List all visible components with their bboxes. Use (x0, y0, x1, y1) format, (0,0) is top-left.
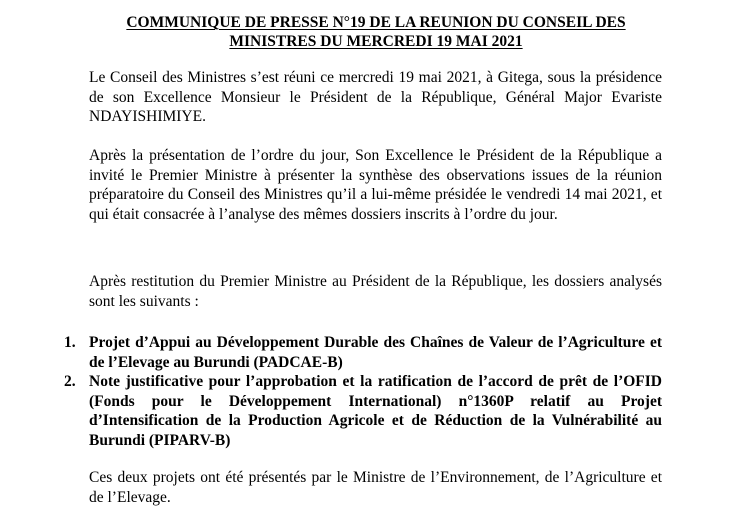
list-item-text: Note justificative pour l’approbation et la ratification de l’accord de prêt de l’OFID (Fonds pour le Développement International) n°1360P relatif au Projet d’Intensification de la Production Agricole et de Réduction de la Vulnérabilité au Burundi (PIPARV-B) (89, 373, 662, 449)
document-title: COMMUNIQUE DE PRESSE N°19 DE LA REUNION DU CONSEIL DES MINISTRES DU MERCREDI 19 MAI 2021 (126, 14, 626, 50)
paragraph-council-meeting: Le Conseil des Ministres s’est réuni ce mercredi 19 mai 2021, à Gitega, sous la présidence de son Excellence Monsieur le Président de la République, Général Major Evariste NDAYISHIMIYE. (89, 69, 662, 126)
list-item (55, 372, 662, 450)
list-item (55, 333, 662, 372)
paragraph-agenda-presentation: Après la présentation de l’ordre du jour, Son Excellence le Président de la République a invité le Premier Ministre à présenter la synthèse des observations issues de la réunion préparatoire du Conseil des Ministres qu’il a lui-même présidée le vendredi 14 mai 2021, et qui était consacrée à l’analyse des mêmes dossiers inscrits à l’ordre du jour. (89, 147, 662, 223)
paragraph-projects-presented: Ces deux projets ont été présentés par le Ministre de l’Environnement, de l’Agriculture et de l’Elevage. (89, 469, 662, 506)
paragraph-files-analyzed: Après restitution du Premier Ministre au Président de la République, les dossiers analysés sont les suivants : (89, 273, 662, 310)
list-item-text: Projet d’Appui au Développement Durable des Chaînes de Valeur de l’Agriculture et de l’Elevage au Burundi (PADCAE-B) (89, 334, 662, 371)
agenda-items-list (55, 333, 662, 451)
list-item-number: 1. (64, 334, 76, 351)
list-item-number: 2. (64, 373, 76, 391)
